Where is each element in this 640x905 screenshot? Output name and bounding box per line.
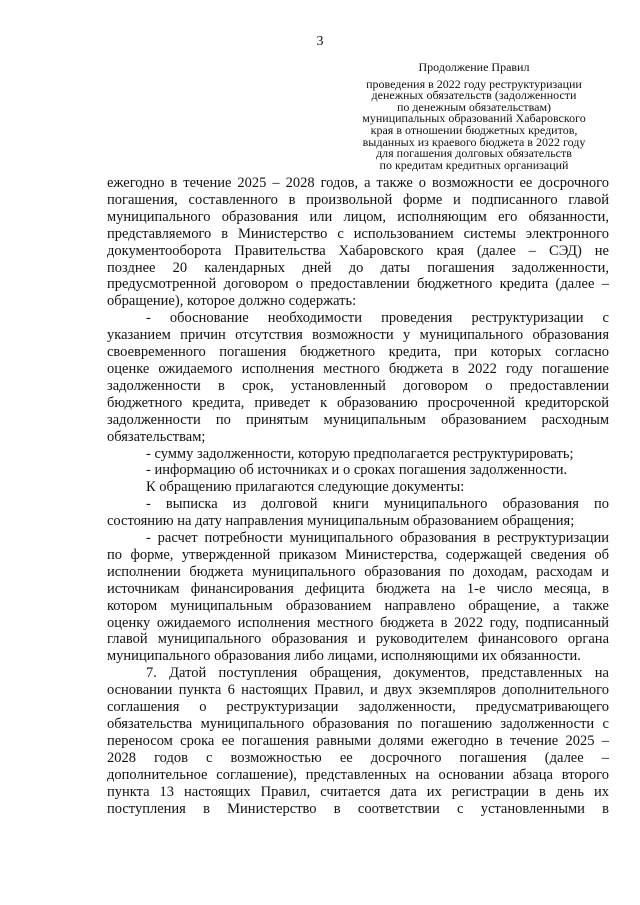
text-line: предусмотренной договором о предоставлении бюджетного кредита (далее – xyxy=(107,276,609,293)
text-line: - сумму задолженности, которую предполагается реструктурировать; xyxy=(146,445,574,462)
paragraph-debt-amount xyxy=(107,446,609,463)
header-line: края в отношении бюджетных кредитов, xyxy=(370,122,578,137)
paragraph-needs-calculation xyxy=(107,530,609,665)
text-line: котором муниципальным образованием направлено обращение, а также xyxy=(107,597,609,614)
text-line: источникам финансирования дефицита бюджета на 1-е число месяца, в xyxy=(107,580,609,597)
text-line: - выписка из долговой книги муниципального образования по xyxy=(146,496,609,513)
header-line: для погашения долговых обязательств xyxy=(376,146,572,161)
text-line: 7. Датой поступления обращения, документов, представленных на xyxy=(146,665,609,682)
header-line: муниципальных образований Хабаровского xyxy=(362,111,586,126)
text-line: погашения, составленного в произвольной форме и подписанного главой xyxy=(107,191,609,208)
text-line: своевременного погашения бюджетного кредита, при которых согласно xyxy=(107,344,609,361)
document-body xyxy=(107,175,609,817)
text-line: представляемого в Министерство с использованием системы электронного xyxy=(107,225,609,242)
text-line: - информацию об источниках и о сроках погашения задолженности. xyxy=(146,462,568,479)
text-line: - расчет потребности муниципального образования в реструктуризации xyxy=(146,530,609,547)
header-line: денежных обязательств (задолженности xyxy=(371,88,577,103)
text-line: ежегодно в течение 2025 – 2028 годов, а также о возможности ее досрочного xyxy=(107,175,609,191)
header-line: выданных из краевого бюджета в 2022 году xyxy=(362,134,586,149)
paragraph-justification xyxy=(107,310,609,445)
text-line: - обоснование необходимости проведения реструктуризации с xyxy=(146,310,609,327)
text-line: соглашения о реструктуризации задолженности, предусматривающего xyxy=(107,699,609,716)
text-line: К обращению прилагаются следующие документы: xyxy=(146,479,465,496)
text-line: муниципального образования либо лицами, исполняющими их обязанности. xyxy=(107,648,581,665)
text-line: дополнительное соглашение), представленных на основании абзаца второго xyxy=(107,766,609,783)
text-line: главой муниципального образования и руководителем финансового органа xyxy=(107,631,609,648)
header-line: по кредитам кредитных организаций xyxy=(379,157,569,172)
text-line: оценку ожидаемого исполнения местного бюджета в 2022 году, подписанный xyxy=(107,614,609,631)
paragraph-section-7 xyxy=(107,665,609,817)
text-line: переносом срока ее погашения равными долями ежегодно в течение 2025 – xyxy=(107,732,609,749)
text-line: указанием причин отсутствия возможности у муниципального образования xyxy=(107,327,609,344)
text-line: состоянию на дату направления муниципальным образованием обращения; xyxy=(107,513,575,530)
text-line: обращение), которое должно содержать: xyxy=(107,293,357,310)
text-line: муниципального образования или лицом, исполняющим его обязанности, xyxy=(107,208,609,225)
text-line: поступления в Министерство в соответствии с установленными в xyxy=(107,800,609,817)
text-line: исполнении бюджета муниципального образования по доходам, расходам и xyxy=(107,563,609,580)
page-number: 3 xyxy=(316,34,324,49)
text-line: обязательства муниципального образования по погашению задолженности с xyxy=(107,716,609,732)
header-title: Продолжение Правил xyxy=(418,60,530,74)
text-line: задолженности в срок, установленный договором о предоставлении xyxy=(107,377,609,394)
text-line: по форме, утвержденной приказом Министерства, содержащей сведения об xyxy=(107,546,609,563)
text-line: позднее 20 календарных дней до даты погашения задолженности, xyxy=(107,259,609,276)
paragraph-attachments-intro xyxy=(107,479,609,496)
text-line: документооборота Правительства Хабаровского края (далее – СЭД) не xyxy=(107,242,609,259)
text-line: основании пункта 6 настоящих Правил, и двух экземпляров дополнительного xyxy=(107,682,609,699)
text-line: 2028 годов с возможностью ее досрочного погашения (далее – xyxy=(107,749,609,766)
text-line: бюджетного кредита, приведет к образованию просроченной кредиторской xyxy=(107,394,609,411)
header-line: проведения в 2022 году реструктуризации xyxy=(366,76,582,91)
paragraph-sources xyxy=(107,462,609,479)
header-line: по денежным обязательствам) xyxy=(396,99,552,114)
text-line: обязательствам; xyxy=(107,428,206,445)
text-line: оценке ожидаемого исполнения местного бюджета в 2022 году погашение xyxy=(107,360,609,377)
paragraph-appeal-content xyxy=(107,175,609,310)
text-line: задолженности по принятым муниципальным образованием расходным xyxy=(107,411,609,428)
paragraph-debt-book-extract xyxy=(107,496,609,530)
continuation-header xyxy=(358,62,590,171)
text-line: пункта 13 настоящих Правил, считается дата их регистрации в день их xyxy=(107,783,609,800)
